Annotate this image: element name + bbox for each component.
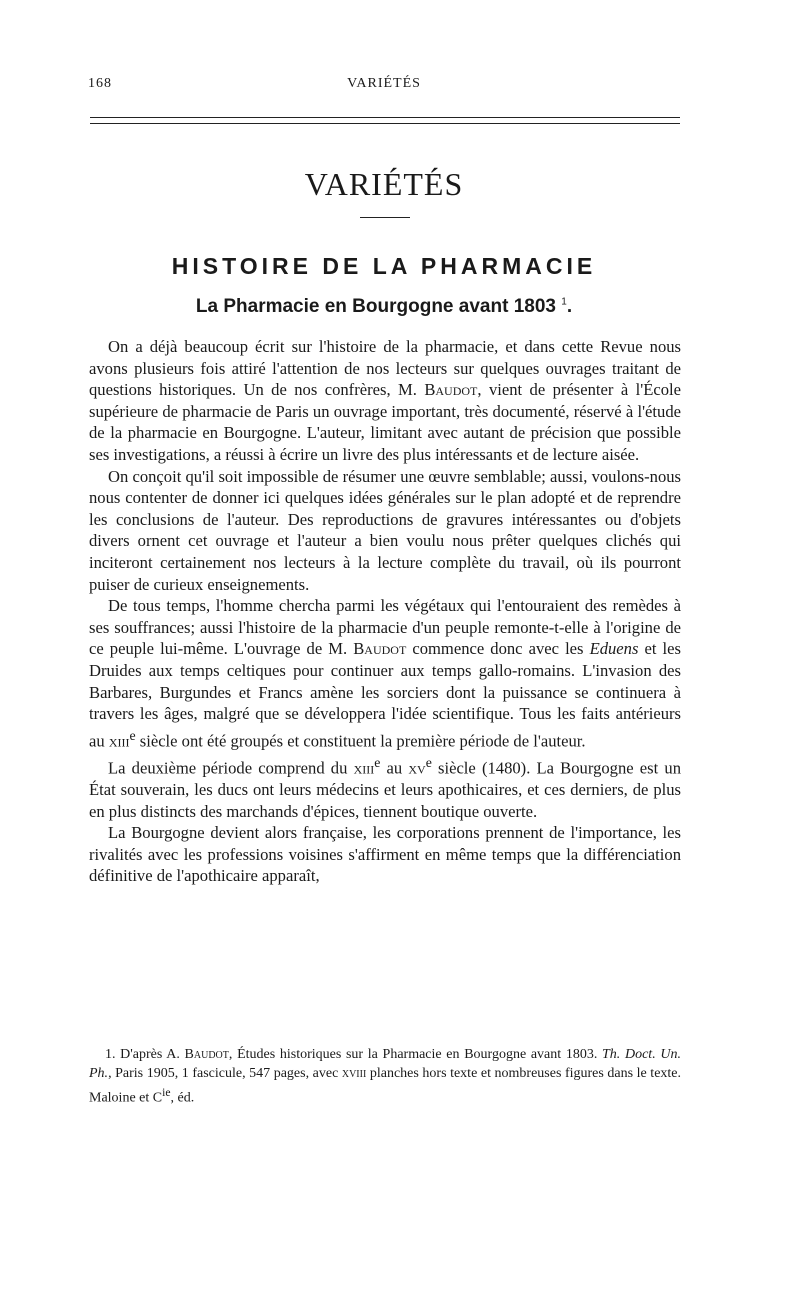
paragraph-text: siècle ont été groupés et constituent la première période de l'auteur. [135,731,586,751]
author-name: Baudot [424,380,478,400]
plates-numeral: xviii [341,1066,367,1081]
subtitle-end: . [566,296,573,317]
article-title: HISTOIRE DE LA PHARMACIE [171,253,597,279]
footnote-text [89,1045,681,1108]
italic-term: Eduens [589,639,639,659]
author-name: Baudot [184,1047,229,1062]
paragraph: On conçoit qu'il soit impossible de résumer une œuvre semblable; aussi, voulons-nous nous contenter de donner ici quelques idées générales sur le plan adopté et de reprendre les conclusions de l'auteur. Des reproductions de gravures intéressantes ou d'objets divers ornent cet ouvrage et l'auteur a bien voulu nous prêter quelques clichés qui inciteront certainement nos lecteurs à la lecture complète du travail, où ils pourront puiser de curieux enseignements. [89,466,681,594]
article-body [89,336,681,887]
author-name: Baudot [353,639,407,659]
paragraph [89,595,681,752]
title-divider [360,217,410,218]
paragraph-text: De tous temps, l'homme chercha parmi les végétaux qui l'entouraient des remèdes à ses souffrances; aussi l'histoire de la pharmacie d'un peuple remonte-t-elle à l'origine de ce peuple lui-même. L'ouvrage de M. [89,596,681,659]
running-title: VARIÉTÉS [347,76,421,91]
footnote [89,1045,681,1108]
paragraph-text: commence donc avec les [406,639,590,659]
century-numeral: xiii [108,731,130,751]
paragraph [89,752,681,822]
footnote-part: , Études historiques sur la Pharmacie en Bourgogne avant 1803. [228,1047,603,1062]
italic-abbreviation: Th. Doct. Un. Ph. [89,1047,681,1081]
running-head [88,76,680,98]
header-double-rule [90,117,680,124]
page-number: 168 [88,76,112,91]
superscript: e [374,754,381,770]
paragraph-text: , vient de présenter à l'École supérieure de pharmacie de Paris un ouvrage important, très documenté, réservé à l'étude de la pharmacie en Bourgogne. L'auteur, limitant avec autant de précision que possible ses investigations, a réussi à écrire un livre des plus intéressants et de lecture aisée. [89,380,681,464]
footnote-reference: 1 [561,296,567,308]
subtitle-text: La Pharmacie en Bourgogne avant 1803 [195,296,556,317]
century-numeral: xv [408,758,426,778]
paragraph-text: au [380,758,409,778]
paragraph-text: La deuxième période comprend du [108,758,354,778]
section-title: VARIÉTÉS [304,166,464,202]
superscript: e [129,727,136,743]
article-subtitle [0,296,768,318]
footnote-part: , éd. [170,1090,195,1106]
footnote-part: planches hors texte et nombreuses figures dans le texte. Maloine et C [89,1066,682,1106]
paragraph-text: siècle (1480). La Bourgogne est un État souverain, les ducs ont leurs médecins et leurs apothicaires, et ces derniers, de plus en plus distincts des marchands d'épices, tiennent boutique ouverte. [89,758,681,821]
superscript: ie [162,1086,171,1099]
paragraph: La Bourgogne devient alors française, les corporations prennent de l'importance, les rivalités avec les professions voisines s'affirment en même temps que la différenciation définitive de l'apothicaire apparaît, [89,823,681,886]
footnote-part: 1. D'après A. [105,1047,185,1062]
paragraph-text: et les Druides aux temps celtiques pour continuer aux temps gallo-romains. L'invasion des Barbares, Burgundes et Francs amène les sorciers dont la puissance se continuera à travers les âges, malgré que se développera l'idée scientifique. Tous les faits antérieurs au [89,639,681,751]
paragraph [89,336,681,466]
century-numeral: xiii [353,758,375,778]
footnote-part: , Paris 1905, 1 fascicule, 547 pages, avec [108,1066,342,1081]
superscript: e [425,754,432,770]
paragraph-text: On a déjà beaucoup écrit sur l'histoire de la pharmacie, et dans cette Revue nous avons plusieurs fois attiré l'attention de nos lecteurs sur quelques ouvrages traitant de questions historiques. Un de nos confrères, M. [89,337,681,400]
